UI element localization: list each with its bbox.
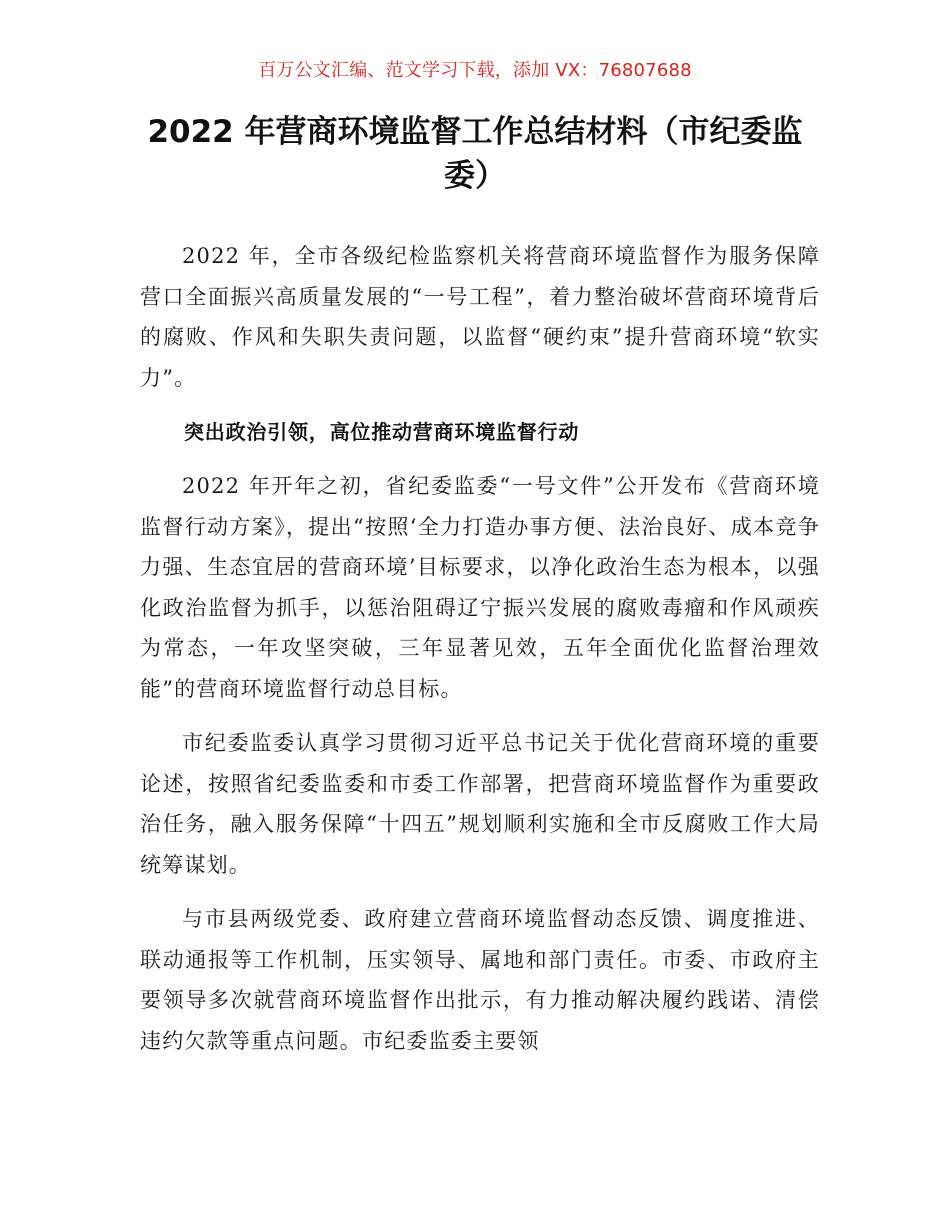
- paragraph-intro: 2022 年，全市各级纪检监察机关将营商环境监督作为服务保障营口全面振兴高质量发展的“一号工程”，着力整治破坏营商环境背后的腐败、作风和失职失责问题，以监督“硬约束”提升营商环境“软实力”。: [140, 244, 820, 390]
- document-title: 2022 年营商环境监督工作总结材料（市纪委监委）: [147, 114, 803, 194]
- paragraph-mechanisms: 与市县两级党委、政府建立营商环境监督动态反馈、调度推进、联动通报等工作机制，压实领导、属地和部门责任。市委、市政府主要领导多次就营商环境监督作出批示，有力推动解决履约践诺、清偿违约欠款等重点问题。市纪委监委主要领: [140, 907, 820, 1053]
- section-heading: 突出政治引领，高位推动营商环境监督行动: [184, 420, 580, 444]
- header-watermark: 百万公文汇编、范文学习下载，添加 VX：76807688: [258, 60, 692, 81]
- paragraph-city-commission: 市纪委监委认真学习贯彻习近平总书记关于优化营商环境的重要论述，按照省纪委监委和市委工作部署，把营商环境监督作为重要政治任务，融入服务保障“十四五”规划顺利实施和全市反腐败工作大局统筹谋划。: [140, 731, 820, 877]
- paragraph-action-plan: 2022 年开年之初，省纪委监委“一号文件”公开发布《营商环境监督行动方案》，提出“按照‘全力打造办事方便、法治良好、成本竞争力强、生态宜居的营商环境’目标要求，以净化政治生态为根本，以强化政治监督为抓手，以惩治阻碍辽宁振兴发展的腐败毒瘤和作风顽疾为常态，一年攻坚突破，三年显著见效，五年全面优化监督治理效能”的营商环境监督行动总目标。: [140, 474, 820, 701]
- document-body: [140, 236, 820, 1075]
